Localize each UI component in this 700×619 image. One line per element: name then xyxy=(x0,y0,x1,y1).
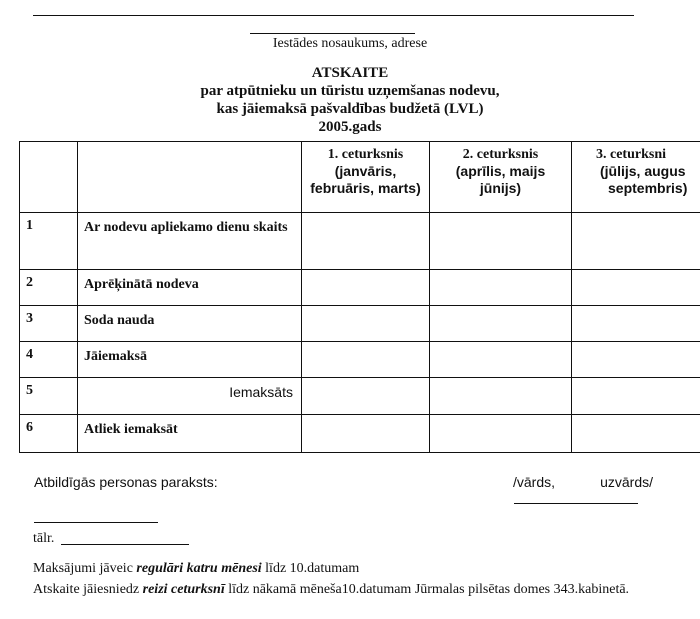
row-number: 6 xyxy=(20,415,78,453)
name-signature-line xyxy=(514,503,638,504)
column-header-q3: 3. ceturksni (jūlijs, augus septembris) xyxy=(572,142,700,213)
report-subtitle-1: par atpūtnieku un tūristu uzņemšanas nodevu, xyxy=(200,83,500,99)
header-num-cell xyxy=(20,142,78,213)
row-number: 2 xyxy=(20,270,78,306)
column-header-q1: 1. ceturksnis (janvāris, februāris, marts) xyxy=(302,142,430,213)
table-row xyxy=(20,342,700,378)
value-cell[interactable] xyxy=(430,306,572,342)
institution-label: Iestādes nosaukums, adrese xyxy=(272,36,428,51)
table-row xyxy=(20,378,700,415)
row-number: 4 xyxy=(20,342,78,378)
row-number: 3 xyxy=(20,306,78,342)
report-year: 2005.gads xyxy=(318,119,382,135)
payment-note: Maksājumi jāveic regulāri katru mēnesi līdz 10.datumam xyxy=(33,561,360,576)
table-row xyxy=(20,306,700,342)
row-label: Aprēķinātā nodeva xyxy=(78,270,302,306)
row-label: Jāiemaksā xyxy=(78,342,302,378)
value-cell[interactable] xyxy=(302,415,430,453)
signature-label: Atbildīgās personas paraksts: xyxy=(34,474,218,490)
header-label-cell xyxy=(78,142,302,213)
phone-line xyxy=(61,544,189,545)
table-row xyxy=(20,415,700,453)
name-label: /vārds, xyxy=(513,474,556,490)
value-cell[interactable] xyxy=(572,378,700,415)
row-label: Iemaksāts xyxy=(78,378,302,415)
name-surname-label xyxy=(513,474,653,490)
value-cell[interactable] xyxy=(302,270,430,306)
value-cell[interactable] xyxy=(572,213,700,270)
surname-label: uzvārds/ xyxy=(600,474,653,490)
table-header-row xyxy=(20,142,700,213)
report-title: ATSKAITE xyxy=(311,65,389,81)
value-cell[interactable] xyxy=(430,378,572,415)
institution-line xyxy=(250,33,415,34)
row-number: 1 xyxy=(20,213,78,270)
report-table xyxy=(19,141,700,454)
column-header-q2: 2. ceturksnis (aprīlis, maijs jūnijs) xyxy=(430,142,572,213)
phone-label: tālr. xyxy=(33,531,55,546)
value-cell[interactable] xyxy=(572,415,700,453)
row-number: 5 xyxy=(20,378,78,415)
value-cell[interactable] xyxy=(302,378,430,415)
value-cell[interactable] xyxy=(302,213,430,270)
value-cell[interactable] xyxy=(302,342,430,378)
top-rule xyxy=(33,15,634,16)
table-row xyxy=(20,270,700,306)
value-cell[interactable] xyxy=(430,213,572,270)
row-label: Soda nauda xyxy=(78,306,302,342)
value-cell[interactable] xyxy=(302,306,430,342)
report-subtitle-2: kas jāiemaksā pašvaldības budžetā (LVL) xyxy=(216,101,484,117)
value-cell[interactable] xyxy=(430,415,572,453)
submission-note: Atskaite jāiesniedz reizi ceturksnī līdz nākamā mēneša10.datumam Jūrmalas pilsētas domes 343.kabinetā. xyxy=(33,582,630,597)
row-label: Ar nodevu apliekamo dienu skaits xyxy=(78,213,302,270)
row-label: Atliek iemaksāt xyxy=(78,415,302,453)
value-cell[interactable] xyxy=(572,270,700,306)
signature-line xyxy=(34,522,158,523)
table-row xyxy=(20,213,700,270)
value-cell[interactable] xyxy=(572,342,700,378)
value-cell[interactable] xyxy=(572,306,700,342)
value-cell[interactable] xyxy=(430,342,572,378)
value-cell[interactable] xyxy=(430,270,572,306)
